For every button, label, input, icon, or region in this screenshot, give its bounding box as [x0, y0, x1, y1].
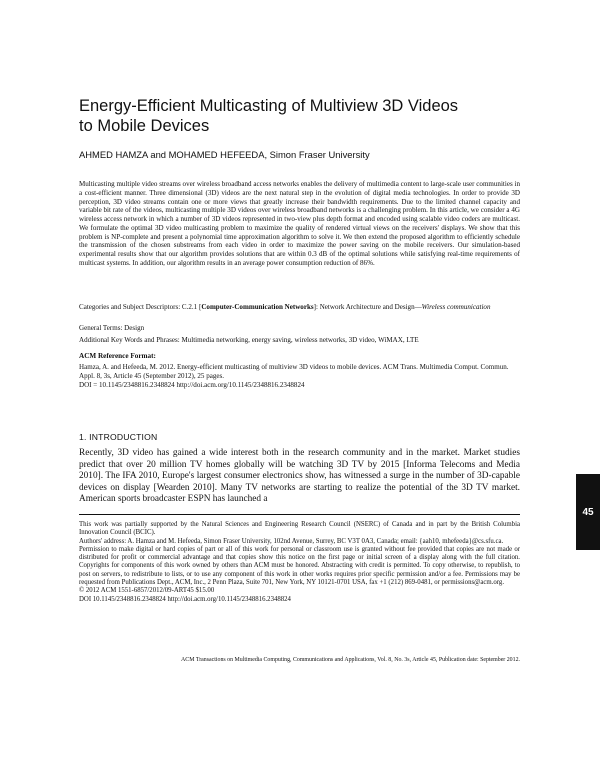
- title-line-1: Energy-Efficient Multicasting of Multiview 3D Videos: [79, 97, 459, 115]
- author-line: AHMED HAMZA and MOHAMED HEFEEDA, Simon Fraser University: [79, 149, 370, 160]
- acm-reference-doi: DOI = 10.1145/2348816.2348824 http://doi.acm.org/10.1145/2348816.2348824: [79, 380, 305, 389]
- footnote-divider: [79, 514, 520, 515]
- categories-bold: Computer-Communication Networks: [201, 303, 314, 311]
- introduction-text: Recently, 3D video has gained a wide interest both in the research community and in the market. Market studies predict that over 20 million TV homes globally will be watching 3D TV by 2015 [Informa Telecoms and Media 2010]. The IFA 2010, Europe's largest consumer electronics show, has witnessed a surge in the number of 3D-capable devices on display [Wearden 2010]. Many TV networks are starting to realize the potential of the 3D TV market. American sports broadcaster ESPN has launched a: [79, 448, 520, 505]
- page-number-tab: [576, 474, 600, 550]
- running-footer: ACM Transactions on Multimedia Computing, Communications and Applications, Vol. 8, No. 3s, Article 45, Publication date: September 2012.: [181, 657, 520, 663]
- footnote-permission: Permission to make digital or hard copies of part or all of this work for personal or classroom use is granted without fee provided that copies are not made or distributed for profit or commercial advantage and that copies show this notice on the first page or initial screen of a display along with the full citation. Copyrights for components of this work owned by others than ACM must be honored. Abstracting with credit is permitted. To copy otherwise, to republish, to post on servers, to redistribute to lists, or to use any component of this work in other works requires prior specific permission and/or a fee. Permissions may be requested from Publications Dept., ACM, Inc., 2 Penn Plaza, Suite 701, New York, NY 10121-0701 USA, fax +1 (212) 869-0481, or permissions@acm.org.: [79, 545, 520, 587]
- categories-descriptors: [79, 303, 520, 312]
- acm-reference-text: Hamza, A. and Hefeeda, M. 2012. Energy-efficient multicasting of multiview 3D videos to mobile devices. ACM Trans. Multimedia Comput. Commun. Appl. 8, 3s, Article 45 (September 2012), 25 pages.: [79, 363, 509, 380]
- footnote-funding: This work was partially supported by the Natural Sciences and Engineering Research Council (NSERC) of Canada and in part by the British Columbia Innovation Council (BCIC).: [79, 521, 520, 537]
- title-line-2: to Mobile Devices: [79, 117, 210, 135]
- categories-mid: ]: Network Architecture and Design—: [313, 303, 422, 311]
- general-terms: General Terms: Design: [79, 324, 145, 332]
- footnotes: [79, 521, 520, 604]
- footnote-copyright: © 2012 ACM 1551-6857/2012/09-ART45 $15.00: [79, 587, 215, 595]
- categories-prefix: Categories and Subject Descriptors: C.2.1 [: [79, 303, 202, 311]
- abstract: Multicasting multiple video streams over wireless broadband access networks enables the delivery of multimedia content to large-scale user communities in a cost-efficient manner. Three dimensional (3D) videos are the next natural step in the evolution of digital media technologies. In order to provide 3D perception, 3D video streams contain one or more views that greatly increase their bandwidth requirements. Due to the limited channel capacity and variable bit rate of the videos, multicasting multiple 3D videos over wireless broadband networks is a challenging problem. In this article, we consider a 4G wireless access network in which a number of 3D videos represented in two-view plus depth format and encoded using scalable video coders are multicast. We formulate the optimal 3D video multicasting problem to maximize the quality of rendered virtual views on the receivers' displays. We show that this problem is NP-complete and present a polynomial time approximation algorithm to solve it. We then extend the proposed algorithm to efficiently schedule the transmission of the chosen substreams from each video in order to maximize the power saving on the mobile receivers. Our simulation-based experimental results show that our algorithm provides solutions that are within 0.3 dB of the optimal solutions while satisfying real-time requirements of multicast systems. In addition, our algorithm results in an average power consumption reduction of 86%.: [79, 180, 520, 267]
- acm-reference-heading: ACM Reference Format:: [79, 352, 156, 360]
- footnote-address: Authors' address: A. Hamza and M. Hefeeda, Simon Fraser University, 102nd Avenue, Surrey, BC V3T 0A3, Canada; email: {aah10, mhefeeda}@cs.sfu.ca.: [79, 537, 504, 545]
- acm-reference-body: [79, 363, 520, 389]
- footnote-doi: DOI 10.1145/2348816.2348824 http://doi.acm.org/10.1145/2348816.2348824: [79, 595, 291, 603]
- section-heading-introduction: 1. INTRODUCTION: [79, 432, 158, 442]
- keywords: Additional Key Words and Phrases: Multimedia networking, energy saving, wireless networks, 3D video, WiMAX, LTE: [79, 336, 419, 344]
- categories-italic: Wireless communication: [421, 303, 491, 311]
- paper-title: [79, 96, 519, 136]
- page-number: 45: [582, 506, 594, 518]
